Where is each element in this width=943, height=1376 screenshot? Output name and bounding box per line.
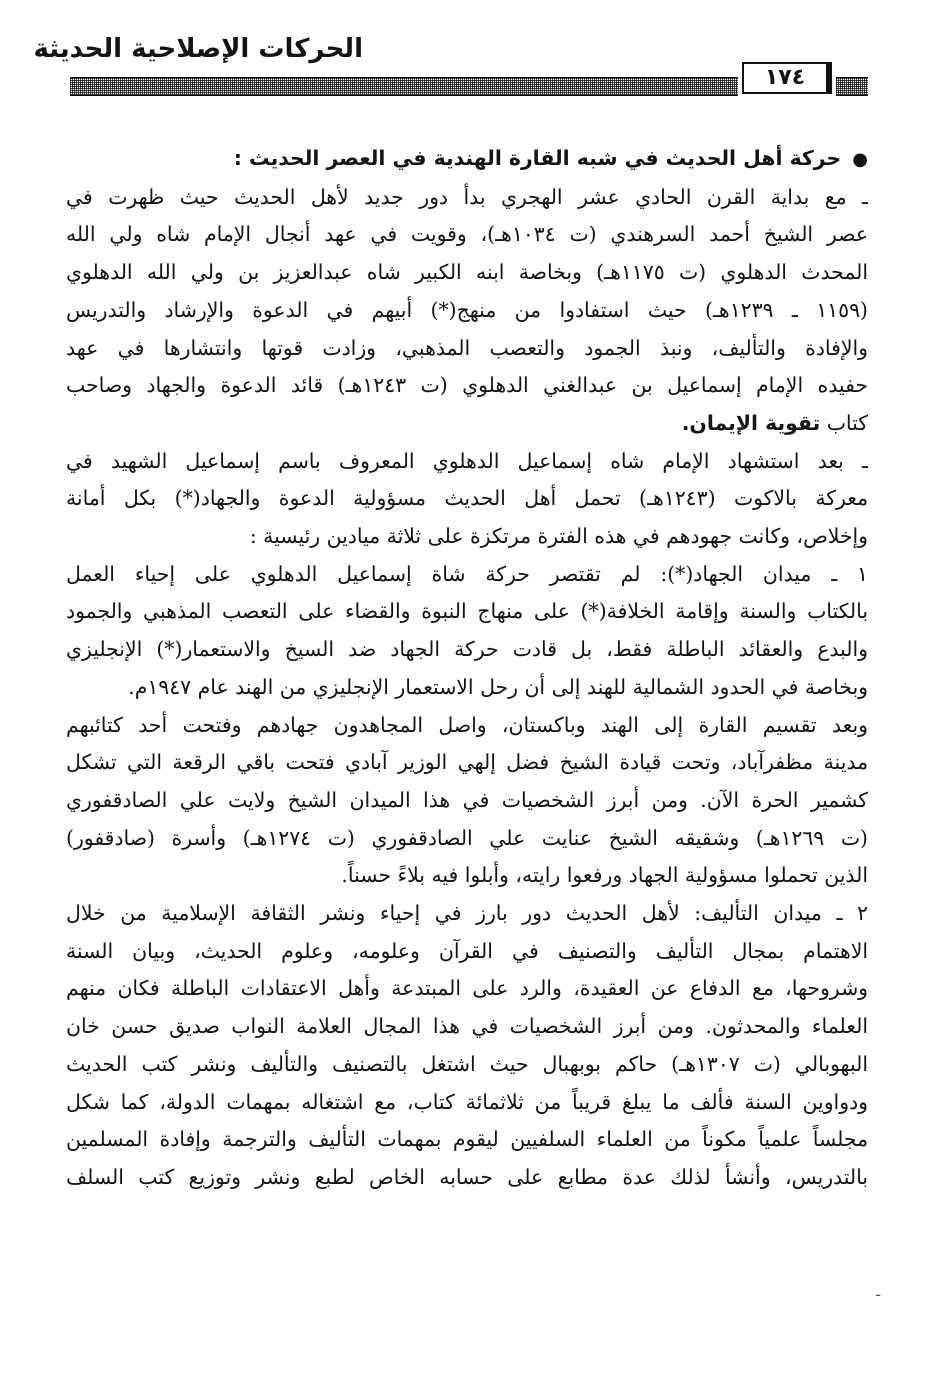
text-line: حفيده الإمام إسماعيل بن عبدالغني الدهلوي (ت ١٢٤٣هـ) قائد الدعوة والجهاد وصاحب [66,373,868,398]
section-heading [66,140,868,179]
header-rule [70,65,868,96]
text-line: ودواوين السنة فألف ما يبلغ قريباً من ثلاثمائة كتاب، مع اشتغاله بمهمات الدولة، كما شكل [66,1089,868,1114]
text-line: الاهتمام بمجال التأليف والتصنيف في القرآن وعلومه، وعلوم الحديث، وبيان السنة [66,938,868,963]
text-line: مجلساً علمياً مكوناً من العلماء السلفيين ليقوم بمهمات التأليف والترجمة وإفادة المسلمين [66,1127,868,1152]
text-line: وبعد تقسيم القارة إلى الهند وباكستان، واصل المجاهدون جهادهم وفتحت أحد كتائبهم [66,712,868,737]
text-line: وشروحها، مع الدفاع عن العقيدة، والرد على المبتدعة وأهل الاعتقادات الباطلة فكان منهم [66,976,868,1001]
book-title: تقوية الإيمان. [681,410,821,435]
body-text [66,140,868,1197]
text-line: (ت ١٢٦٩هـ) وشقيقه الشيخ عنايت علي الصادقفوري (ت ١٢٧٤هـ) وأسرة (صادقفور) [66,825,868,850]
text-line: ـ مع بداية القرن الحادي عشر الهجري بدأ دور جديد لأهل الحديث حيث ظهرت في [66,184,868,209]
text-line: (١١٥٩ ـ ١٢٣٩هـ) حيث استفادوا من منهج(*) أبيهم في الدعوة والإرشاد والتدريس [66,297,868,322]
text-line: بالتدريس، وأنشأ لذلك عدة مطابع على حسابه الخاص لطبع ونشر وتوزيع كتب السلف [66,1164,868,1189]
text-line: ١ ـ ميدان الجهاد(*): لم تقتصر حركة شاة إسماعيل الدهلوي على إحياء العمل [66,561,868,586]
text-line: ـ بعد استشهاد الإمام شاه إسماعيل الدهلوي المعروف باسم إسماعيل الشهيد في [66,448,868,473]
margin-mark: ـ [876,1284,881,1300]
text-line: الذين تحملوا مسؤولية الجهاد ورفعوا رايته، وأبلوا فيه بلاءً حسناً. [341,863,868,888]
text-line: معركة بالاكوت (١٢٤٣هـ) تحمل أهل الحديث مسؤولية الدعوة والجهاد(*) بكل أمانة [66,486,868,511]
text-line: مدينة مظفرآباد، وتحت قيادة الشيخ فضل إلهي الوزير آبادي فتحت باقي الرقعة التي تشكل [66,750,868,775]
bullet-icon: ● [852,149,868,170]
text-line: عصر الشيخ أحمد السرهندي (ت ١٠٣٤هـ)، وقويت في عهد أنجال الإمام شاه ولي الله [66,222,868,247]
text-line: المحدث الدهلوي (ت ١١٧٥هـ) وبخاصة ابنه الكبير شاه عبدالعزيز بن ولي الله الدهلوي [66,260,868,285]
text-line: وإخلاص، وكانت جهودهم في هذه الفترة مرتكزة على ثلاثة ميادين رئيسية : [249,524,868,549]
book-prefix: كتاب [826,410,868,435]
page-number-box: ١٧٤ [742,62,832,94]
text-line: والبدع والعقائد الباطلة فقط، بل قادت حركة الجهاد ضد السيخ والاستعمار(*) الإنجليزي [66,637,868,662]
text-line: العلماء والمحدثون. ومن أبرز الشخصيات في هذا المجال العلامة النواب صديق حسن خان [66,1014,868,1039]
text-line: ٢ ـ ميدان التأليف: لأهل الحديث دور بارز في إحياء ونشر الثقافة الإسلامية من خلال [66,901,868,926]
section-heading-text: حركة أهل الحديث في شبه القارة الهندية في العصر الحديث : [233,146,842,170]
running-header-title: الحركات الإصلاحية الحديثة [33,34,363,64]
text-line: كشمير الحرة الآن. ومن أبرز الشخصيات في هذا الميدان الشيخ ولايت علي الصادقفوري [66,787,868,812]
text-line-book [66,405,868,443]
header-hatched-bar-left [70,77,738,96]
text-line: بالكتاب والسنة وإقامة الخلافة(*) على منهاج النبوة والقضاء على التعصب المذهبي والجمود [66,599,868,624]
text-line: وبخاصة في الحدود الشمالية للهند إلى أن رحل الاستعمار الإنجليزي من الهند عام ١٩٤٧م. [128,674,868,699]
text-line: والإفادة والتأليف، ونبذ الجمود والتعصب المذهبي، وزادت قوتها وانتشارها في عهد [66,335,868,360]
text-line: البهوبالي (ت ١٣٠٧هـ) حاكم بوبهبال حيث اشتغل بالتصنيف والتأليف ونشر كتب الحديث [66,1051,868,1076]
header-hatched-bar-right [836,77,868,96]
